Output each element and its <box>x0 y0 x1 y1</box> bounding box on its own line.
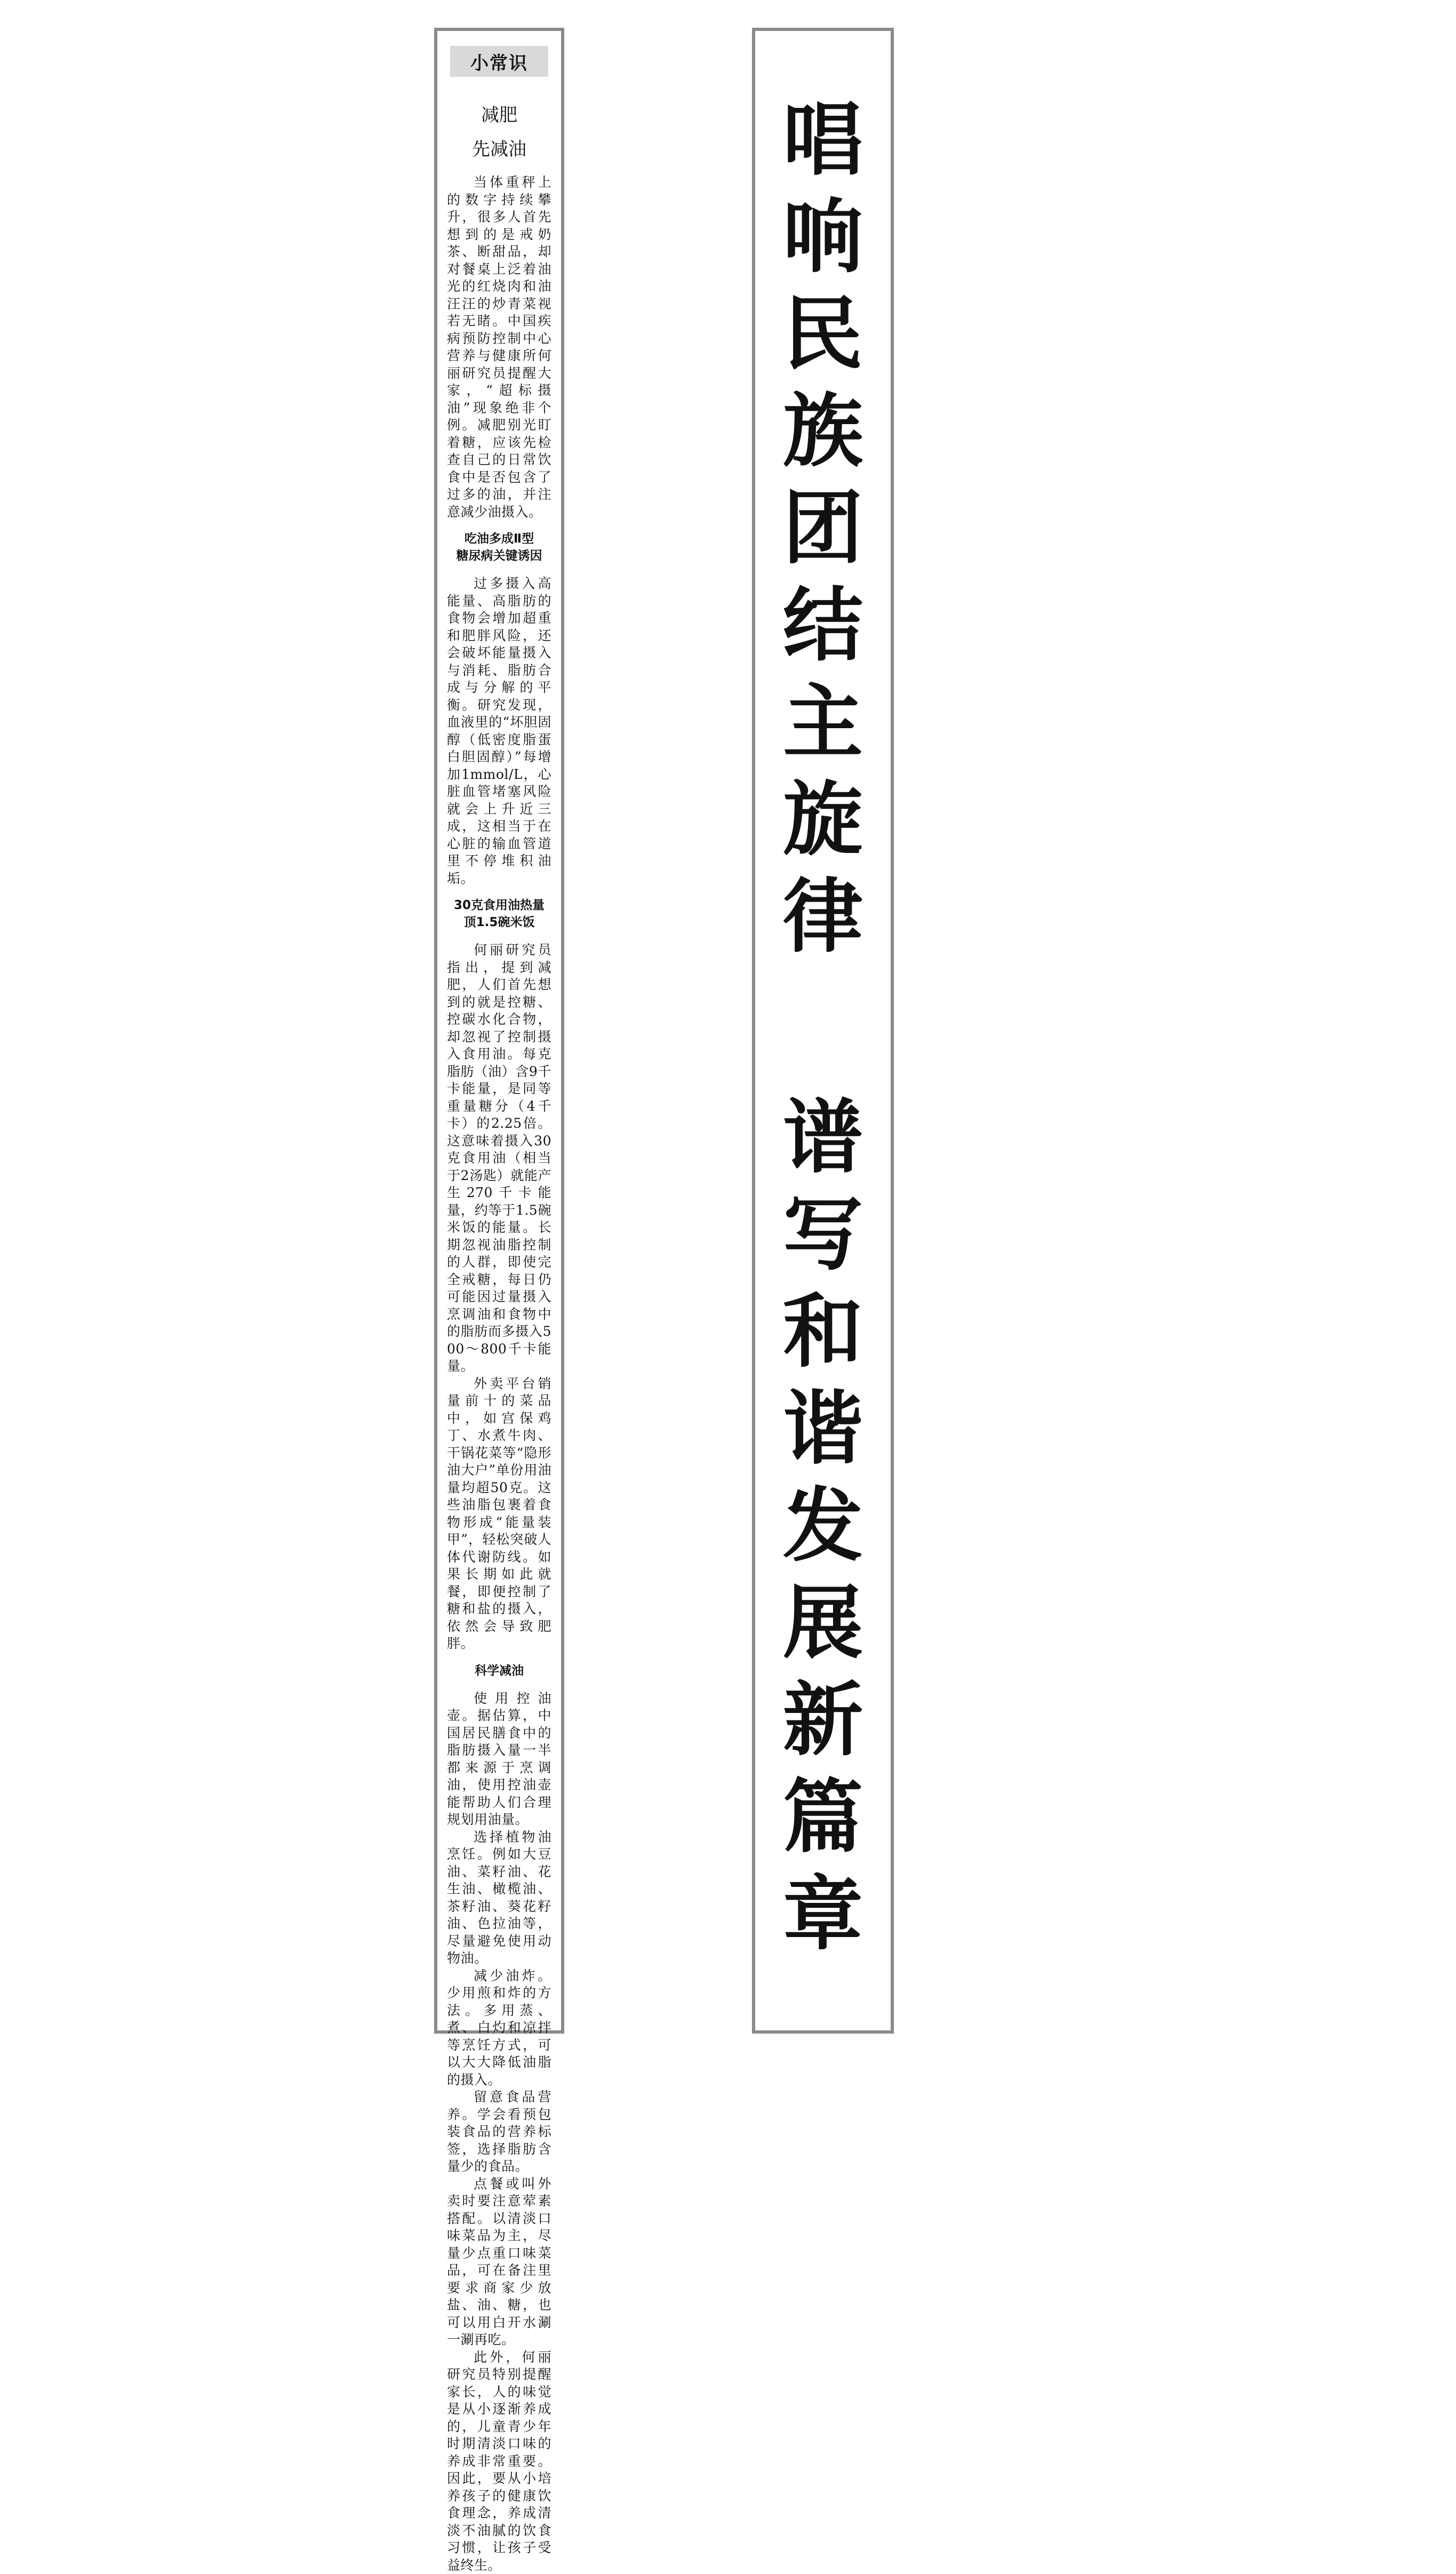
column-header-bar <box>450 46 548 77</box>
section1-heading <box>447 530 551 564</box>
section1-body: 过多摄入高能量、高脂肪的食物会增加超重和肥胖风险，还会破坏能量摄入与消耗、脂肪合成与分解的平衡。研究发现，血液里的“坏胆固醇（低密度脂蛋白胆固醇）”每增加1mmol/L，心脏血管堵塞风险就会上升近三成，这相当于在心脏的输血管道里不停堆积油垢。 <box>447 575 551 887</box>
slogan-char: 谱 <box>755 1098 891 1195</box>
slogan-char: 章 <box>755 1875 891 1972</box>
section2-body2: 外卖平台销量前十的菜品中，如宫保鸡丁、水煮牛肉、干锅花菜等“隐形油大户”单份用油量均超50克。这些油脂包裹着食物形成“能量装甲”，轻松突破人体代谢防线。如果长期如此就餐，即便控制了糖和盐的摄入，依然会导致肥胖。 <box>447 1375 551 1653</box>
column-header: 小常识 <box>470 49 528 75</box>
slogan-column <box>752 28 894 2034</box>
slogan-char: 律 <box>755 877 891 974</box>
slogan-char: 发 <box>755 1486 891 1583</box>
slogan-char: 民 <box>755 294 891 392</box>
section3-heading: 科学减油 <box>447 1662 551 1679</box>
article-title-line1: 减肥 <box>447 98 551 132</box>
article-title-line2: 先减油 <box>447 132 551 166</box>
section2-body1: 何丽研究员指出，提到减肥，人们首先想到的就是控糖、控碳水化合物，却忽视了控制摄入食用油。每克脂肪（油）含9千卡能量，是同等重量糖分（4千卡）的2.25倍。这意味着摄入30克食用油（相当于2汤匙）就能产生270千卡能量，约等于1.5碗米饭的能量。长期忽视油脂控制的人群，即使完全戒糖，每日仍可能因过量摄入烹调油和食物中的脂肪而多摄入500～800千卡能量。 <box>447 942 551 1375</box>
section2-heading-line2: 顶1.5碗米饭 <box>447 914 551 931</box>
article-intro: 当体重秤上的数字持续攀升，很多人首先想到的是戒奶茶、断甜品，却对餐桌上泛着油光的红烧肉和油汪汪的炒青菜视若无睹。中国疾病预防控制中心营养与健康所何丽研究员提醒大家，“超标摄油”现象绝非个例。减肥别光盯着糖，应该先检查自己的日常饮食中是否包含了过多的油，并注意减少油摄入。 <box>447 174 551 521</box>
slogan-char: 团 <box>755 489 891 586</box>
slogan-char: 新 <box>755 1680 891 1778</box>
slogan-char: 旋 <box>755 780 891 877</box>
slogan-char: 主 <box>755 683 891 780</box>
slogan-char: 和 <box>755 1292 891 1389</box>
slogan-char: 唱 <box>755 100 891 197</box>
slogan-char: 响 <box>755 197 891 294</box>
health-tips-column <box>434 28 564 2034</box>
article-title <box>447 98 551 166</box>
section2-heading <box>447 897 551 931</box>
section3-p2: 选择植物油烹饪。例如大豆油、菜籽油、花生油、橄榄油、茶籽油、葵花籽油、色拉油等，尽量避免使用动物油。 <box>447 1829 551 1967</box>
section3-p6: 此外，何丽研究员特别提醒家长，人的味觉是从小逐渐养成的，儿童青少年时期清淡口味的养成非常重要。因此，要从小培养孩子的健康饮食理念，养成清淡不油腻的饮食习惯，让孩子受益终生。 <box>447 2349 551 2574</box>
section1-heading-line1: 吃油多成Ⅱ型 <box>447 530 551 547</box>
slogan-char: 谐 <box>755 1389 891 1486</box>
section3-p4: 留意食品营养。学会看预包装食品的营养标签，选择脂肪含量少的食品。 <box>447 2089 551 2175</box>
slogan-char: 展 <box>755 1583 891 1680</box>
slogan-line2 <box>755 1098 891 1972</box>
section3-p5: 点餐或叫外卖时要注意荤素搭配。以清淡口味菜品为主，尽量少点重口味菜品，可在备注里要求商家少放盐、油、糖，也可以用白开水涮一涮再吃。 <box>447 2175 551 2349</box>
slogan-char: 结 <box>755 586 891 683</box>
slogan-char: 篇 <box>755 1778 891 1875</box>
section2-heading-line1: 30克食用油热量 <box>447 897 551 914</box>
slogan-char: 族 <box>755 392 891 489</box>
slogan-line1 <box>755 100 891 974</box>
slogan-char: 写 <box>755 1195 891 1292</box>
section3-p1: 使用控油壶。据估算，中国居民膳食中的脂肪摄入量一半都来源于烹调油，使用控油壶能帮助人们合理规划用油量。 <box>447 1690 551 1829</box>
section1-heading-line2: 糖尿病关键诱因 <box>447 547 551 564</box>
section3-p3: 减少油炸。少用煎和炸的方法。多用蒸、煮、白灼和凉拌等烹饪方式，可以大大降低油脂的摄入。 <box>447 1967 551 2089</box>
